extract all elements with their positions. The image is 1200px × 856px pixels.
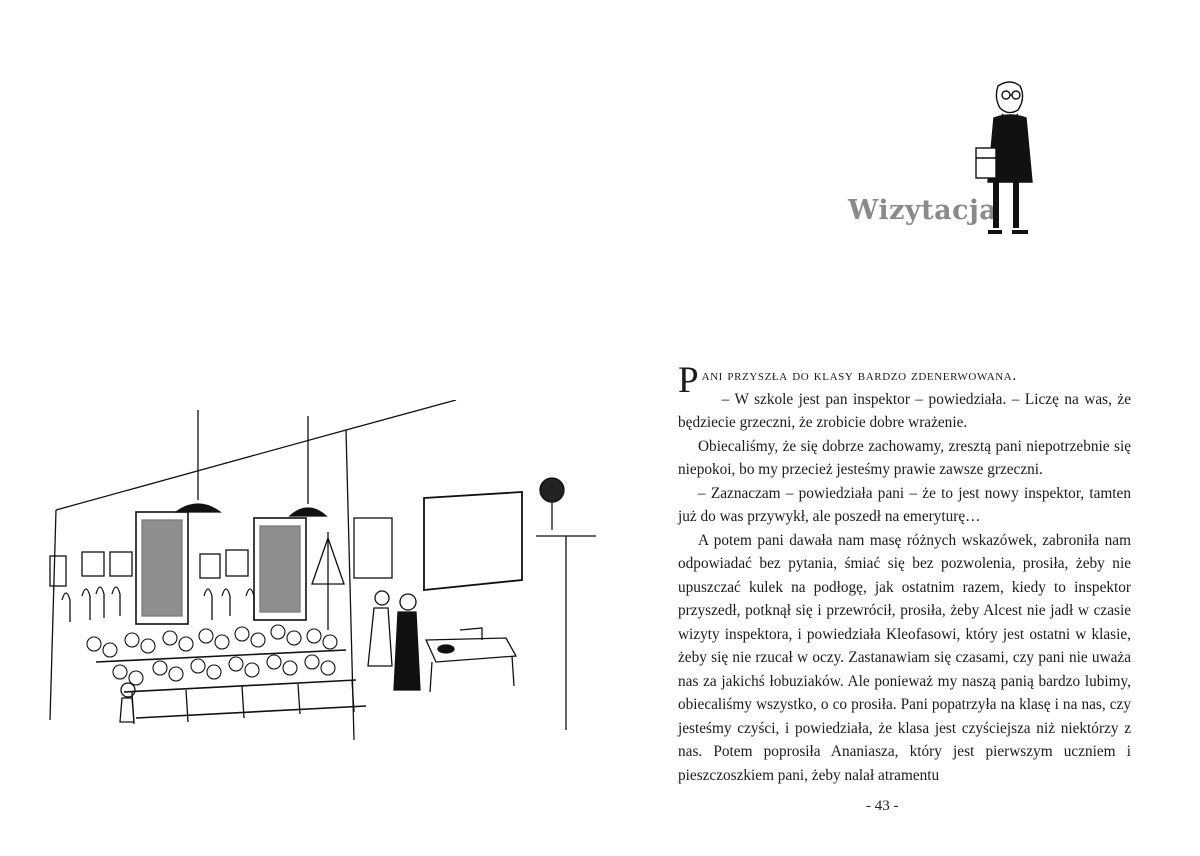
inspector-figure — [972, 78, 1042, 240]
opening-paragraph — [678, 360, 1131, 401]
opening-line: ani przyszła do klasy bardzo zdenerwowana. — [701, 367, 1017, 384]
paragraph: A potem pani dawała nam masę różnych wskazówek, zabroniła nam odpowiadać bez pytania, śmiać się bez pozwolenia, prosiła, żeby nie upuszczać kulek na podłogę, jak ostatnim razem, kiedy to inspektor przyszedł, potknął się i przewrócił, prosiła, żeby Alcest nie jadł w czasie wizyty inspektora, i powiedziała Kleofasowi, który jest ostatni w klasie, żeby się nie rzucał w oczy. Zastanawiam się czasami, czy pani nie uważa nas za jakichś łobuziaków. Ale ponieważ my naszą panią bardzo lubimy, obiecaliśmy wszystko, o co prosiła. Pani popatrzyła na klasę i na nas, czy jesteśmy czyści, i powiedziała, że klasa jest czyściejsza niż niektórzy z nas. Potem poprosiła Ananiasza, który jest pierwszym uczniem i pieszczoszkiem pani, żeby nalał atramentu — [678, 531, 1131, 784]
drop-cap: P — [678, 360, 699, 401]
page-number: - 43 - — [866, 798, 899, 814]
paragraph: – W szkole jest pan inspektor – powiedziała. – Liczę na was, że będziecie grzeczni, że zrobicie dobre wrażenie. — [678, 390, 1131, 431]
paragraph: Obiecaliśmy, że się dobrze zachowamy, zresztą pani niepotrzebnie się niepokoi, bo my przecież jesteśmy prawie zawsze grzeczni. — [678, 437, 1131, 478]
paragraph: – Zaznaczam – powiedziała pani – że to jest nowy inspektor, tamten już do was przywykł, ale poszedł na emeryturę… — [678, 484, 1131, 525]
chapter-title: Wizytacja — [848, 195, 998, 226]
chapter-body — [678, 360, 1131, 787]
classroom-illustration — [36, 400, 596, 740]
